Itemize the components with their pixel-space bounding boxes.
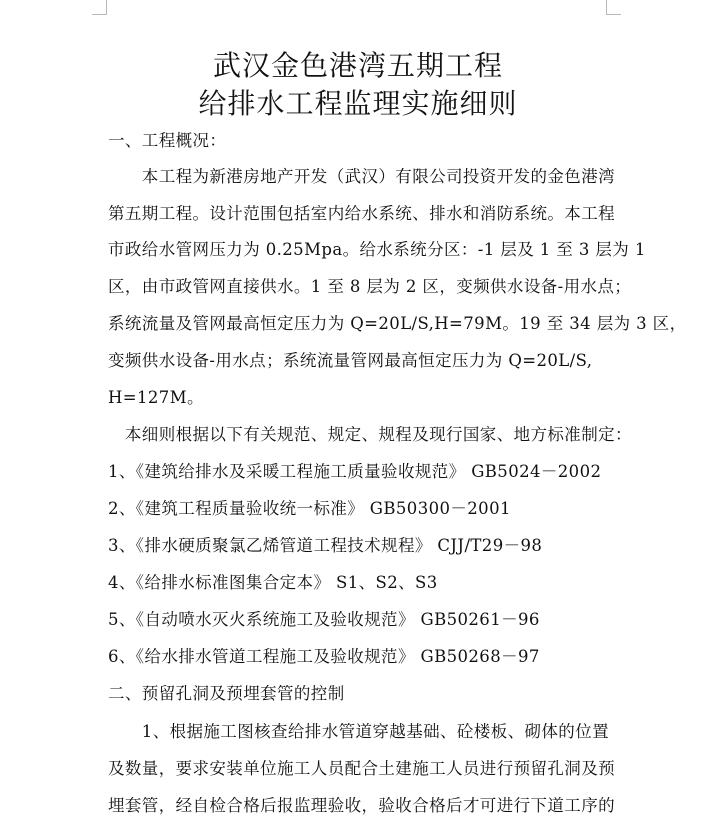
overview-line: 系统流量及管网最高恒定压力为 Q=20L/S,H=79M。19 至 34 层为 3 区，	[108, 314, 687, 333]
title-line-1: 武汉金色港湾五期工程	[212, 49, 503, 82]
overview-line: 区，由市政管网直接供水。1 至 8 层为 2 区，变频供水设备-用水点；	[108, 277, 632, 296]
overview-line: 本工程为新港房地产开发（武汉）有限公司投资开发的金色港湾	[108, 167, 615, 186]
crop-mark-top-left	[92, 0, 107, 15]
crop-mark-top-right	[606, 0, 621, 15]
title-line-2: 给排水工程监理实施细则	[198, 87, 518, 120]
standard-item: 4、《给排水标准图集合定本》 S1、S2、S3	[108, 573, 438, 592]
section-heading-overview: 一、工程概况：	[108, 131, 227, 150]
standard-item: 2、《建筑工程质量验收统一标准》 GB50300－2001	[108, 499, 511, 518]
section-heading-embedded-sleeves: 二、预留孔洞及预埋套管的控制	[108, 684, 345, 703]
section2-line: 及数量，要求安装单位施工人员配合土建施工人员进行预留孔洞及预	[108, 759, 615, 778]
standard-item: 5、《自动喷水灭火系统施工及验收规范》 GB50261－96	[108, 610, 540, 629]
overview-line: 变频供水设备-用水点；系统流量管网最高恒定压力为 Q=20L/S,	[108, 351, 593, 370]
basis-intro: 本细则根据以下有关规范、规定、规程及现行国家、地方标准制定：	[108, 425, 632, 444]
standard-item: 3、《排水硬质聚氯乙烯管道工程技术规程》 CJJ/T29－98	[108, 536, 543, 555]
standard-item: 6、《给水排水管道工程施工及验收规范》 GB50268－97	[108, 647, 540, 666]
overview-line: H=127M。	[108, 388, 204, 407]
section2-line: 1、根据施工图核查给排水管道穿越基础、砼楼板、砌体的位置	[108, 722, 609, 741]
standard-item: 1、《建筑给排水及采暖工程施工质量验收规范》 GB5024－2002	[108, 462, 602, 481]
overview-line: 市政给水管网压力为 0.25Mpa。给水系统分区：-1 层及 1 至 3 层为 1	[108, 240, 646, 259]
overview-line: 第五期工程。设计范围包括室内给水系统、排水和消防系统。本工程	[108, 204, 615, 223]
section2-line: 埋套管，经自检合格后报监理验收，验收合格后才可进行下道工序的	[108, 796, 615, 815]
